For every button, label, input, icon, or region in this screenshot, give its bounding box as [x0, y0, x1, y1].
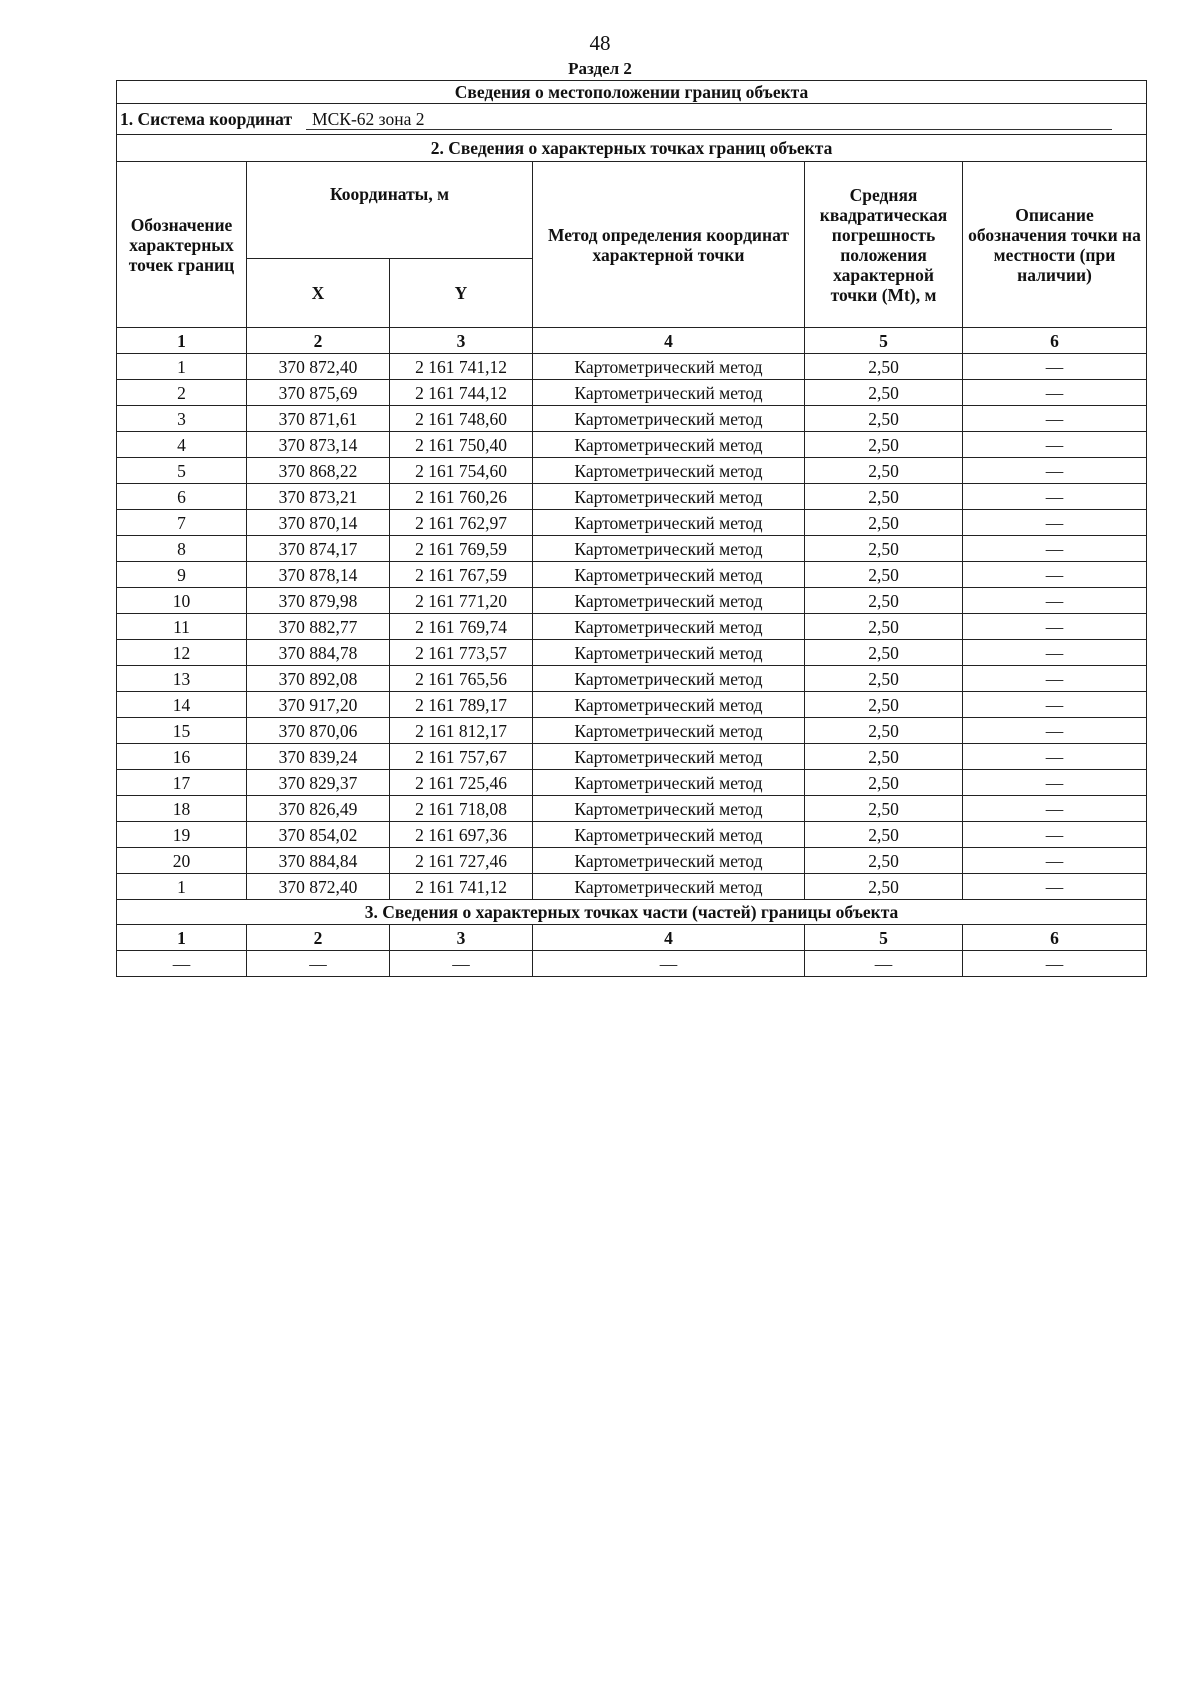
y-coordinate-cell: —: [390, 951, 533, 977]
description-cell: —: [963, 640, 1147, 666]
method-cell: Картометрический метод: [533, 510, 805, 536]
subsection3-title: 3. Сведения о характерных точках части (частей) границы объекта: [117, 900, 1147, 925]
x-coordinate-cell: 370 873,21: [247, 484, 390, 510]
y-coordinate-cell: 2 161 744,12: [390, 380, 533, 406]
method-cell: Картометрический метод: [533, 874, 805, 900]
y-coordinate-cell: 2 161 769,59: [390, 536, 533, 562]
y-coordinate-cell: 2 161 741,12: [390, 354, 533, 380]
header-y: Y: [390, 259, 533, 328]
description-cell: —: [963, 822, 1147, 848]
y-coordinate-cell: 2 161 769,74: [390, 614, 533, 640]
x-coordinate-cell: 370 870,06: [247, 718, 390, 744]
error-mt-cell: 2,50: [805, 562, 963, 588]
y-coordinate-cell: 2 161 754,60: [390, 458, 533, 484]
part-column-number: 4: [533, 925, 805, 951]
method-cell: Картометрический метод: [533, 536, 805, 562]
point-number-cell: 14: [117, 692, 247, 718]
header-description: Описание обозначения точки на местности (при наличии): [963, 162, 1147, 328]
part-column-number: 6: [963, 925, 1147, 951]
table-row: [117, 562, 1147, 588]
error-mt-cell: 2,50: [805, 666, 963, 692]
method-cell: Картометрический метод: [533, 796, 805, 822]
table-title: Сведения о местоположении границ объекта: [117, 81, 1147, 104]
error-mt-cell: 2,50: [805, 874, 963, 900]
table-row: [117, 718, 1147, 744]
method-cell: Картометрический метод: [533, 666, 805, 692]
y-coordinate-cell: 2 161 697,36: [390, 822, 533, 848]
y-coordinate-cell: 2 161 765,56: [390, 666, 533, 692]
table-row: [117, 666, 1147, 692]
point-number-cell: 17: [117, 770, 247, 796]
table-row: [117, 640, 1147, 666]
x-coordinate-cell: 370 829,37: [247, 770, 390, 796]
point-number-cell: 12: [117, 640, 247, 666]
y-coordinate-cell: 2 161 767,59: [390, 562, 533, 588]
method-cell: Картометрический метод: [533, 718, 805, 744]
error-mt-cell: —: [805, 951, 963, 977]
table-row: [117, 744, 1147, 770]
y-coordinate-cell: 2 161 725,46: [390, 770, 533, 796]
table-title-row: [117, 81, 1147, 104]
method-cell: Картометрический метод: [533, 432, 805, 458]
method-cell: Картометрический метод: [533, 406, 805, 432]
point-number-cell: 10: [117, 588, 247, 614]
coord-system-value: МСК-62 зона 2: [306, 109, 1112, 130]
error-mt-cell: 2,50: [805, 744, 963, 770]
table-row: [117, 588, 1147, 614]
part-column-number: 3: [390, 925, 533, 951]
coord-system-cell: [117, 104, 1147, 135]
x-coordinate-cell: 370 917,20: [247, 692, 390, 718]
description-cell: —: [963, 770, 1147, 796]
table-row: [117, 822, 1147, 848]
description-cell: —: [963, 718, 1147, 744]
table-row: [117, 848, 1147, 874]
x-coordinate-cell: 370 879,98: [247, 588, 390, 614]
description-cell: —: [963, 510, 1147, 536]
table-row: [117, 432, 1147, 458]
y-coordinate-cell: 2 161 750,40: [390, 432, 533, 458]
table-row: [117, 770, 1147, 796]
table-row: [117, 510, 1147, 536]
point-number-cell: 13: [117, 666, 247, 692]
description-cell: —: [963, 432, 1147, 458]
table-row: [117, 614, 1147, 640]
x-coordinate-cell: 370 872,40: [247, 354, 390, 380]
method-cell: Картометрический метод: [533, 562, 805, 588]
description-cell: —: [963, 744, 1147, 770]
coord-system-label: 1. Система координат: [120, 108, 293, 129]
error-mt-cell: 2,50: [805, 692, 963, 718]
main-column-number: 2: [247, 328, 390, 354]
description-cell: —: [963, 614, 1147, 640]
x-coordinate-cell: 370 892,08: [247, 666, 390, 692]
method-cell: Картометрический метод: [533, 848, 805, 874]
point-number-cell: 8: [117, 536, 247, 562]
x-coordinate-cell: —: [247, 951, 390, 977]
error-mt-cell: 2,50: [805, 536, 963, 562]
table-row: [117, 692, 1147, 718]
part-column-number: 5: [805, 925, 963, 951]
point-number-cell: 1: [117, 874, 247, 900]
method-cell: Картометрический метод: [533, 640, 805, 666]
method-cell: Картометрический метод: [533, 380, 805, 406]
error-mt-cell: 2,50: [805, 432, 963, 458]
description-cell: —: [963, 796, 1147, 822]
error-mt-cell: 2,50: [805, 822, 963, 848]
error-mt-cell: 2,50: [805, 848, 963, 874]
page-number: 48: [589, 31, 611, 55]
description-cell: —: [963, 588, 1147, 614]
method-cell: Картометрический метод: [533, 692, 805, 718]
point-number-cell: 5: [117, 458, 247, 484]
y-coordinate-cell: 2 161 762,97: [390, 510, 533, 536]
x-coordinate-cell: 370 839,24: [247, 744, 390, 770]
table-row: [117, 458, 1147, 484]
section-title: Раздел 2: [568, 59, 632, 78]
y-coordinate-cell: 2 161 812,17: [390, 718, 533, 744]
method-cell: Картометрический метод: [533, 484, 805, 510]
error-mt-cell: 2,50: [805, 380, 963, 406]
part-column-number: 1: [117, 925, 247, 951]
header-point: Обозначение характерных точек границ: [117, 162, 247, 328]
point-number-cell: 9: [117, 562, 247, 588]
x-coordinate-cell: 370 871,61: [247, 406, 390, 432]
x-coordinate-cell: 370 874,17: [247, 536, 390, 562]
method-cell: Картометрический метод: [533, 770, 805, 796]
table-row: [117, 406, 1147, 432]
y-coordinate-cell: 2 161 748,60: [390, 406, 533, 432]
method-cell: Картометрический метод: [533, 354, 805, 380]
method-cell: —: [533, 951, 805, 977]
error-mt-cell: 2,50: [805, 484, 963, 510]
subsection3-title-row: [117, 900, 1147, 925]
header-method: Метод определения координат характерной точки: [533, 162, 805, 328]
description-cell: —: [963, 562, 1147, 588]
method-cell: Картометрический метод: [533, 614, 805, 640]
x-coordinate-cell: 370 882,77: [247, 614, 390, 640]
subsection2-title: 2. Сведения о характерных точках границ объекта: [117, 135, 1147, 162]
description-cell: —: [963, 458, 1147, 484]
error-mt-cell: 2,50: [805, 406, 963, 432]
main-column-number: 5: [805, 328, 963, 354]
method-cell: Картометрический метод: [533, 822, 805, 848]
y-coordinate-cell: 2 161 773,57: [390, 640, 533, 666]
part-column-number-row: [117, 925, 1147, 951]
column-header-row-1: [117, 162, 1147, 259]
error-mt-cell: 2,50: [805, 354, 963, 380]
point-number-cell: 16: [117, 744, 247, 770]
description-cell: —: [963, 484, 1147, 510]
main-column-number: 6: [963, 328, 1147, 354]
error-mt-cell: 2,50: [805, 718, 963, 744]
subsection2-title-row: [117, 135, 1147, 162]
y-coordinate-cell: 2 161 789,17: [390, 692, 533, 718]
y-coordinate-cell: 2 161 760,26: [390, 484, 533, 510]
point-number-cell: 4: [117, 432, 247, 458]
error-mt-cell: 2,50: [805, 588, 963, 614]
point-number-cell: 3: [117, 406, 247, 432]
error-mt-cell: 2,50: [805, 770, 963, 796]
part-column-number: 2: [247, 925, 390, 951]
part-table-row: [117, 951, 1147, 977]
main-column-number: 3: [390, 328, 533, 354]
description-cell: —: [963, 874, 1147, 900]
point-number-cell: 7: [117, 510, 247, 536]
error-mt-cell: 2,50: [805, 614, 963, 640]
table-row: [117, 380, 1147, 406]
x-coordinate-cell: 370 826,49: [247, 796, 390, 822]
header-x: X: [247, 259, 390, 328]
x-coordinate-cell: 370 884,84: [247, 848, 390, 874]
error-mt-cell: 2,50: [805, 640, 963, 666]
description-cell: —: [963, 406, 1147, 432]
y-coordinate-cell: 2 161 718,08: [390, 796, 533, 822]
table-row: [117, 354, 1147, 380]
coord-system-row: [117, 104, 1147, 135]
point-number-cell: 18: [117, 796, 247, 822]
header-coords: Координаты, м: [247, 162, 533, 259]
description-cell: —: [963, 848, 1147, 874]
point-number-cell: 11: [117, 614, 247, 640]
error-mt-cell: 2,50: [805, 510, 963, 536]
table-row: [117, 796, 1147, 822]
table-row: [117, 536, 1147, 562]
description-cell: —: [963, 666, 1147, 692]
x-coordinate-cell: 370 878,14: [247, 562, 390, 588]
description-cell: —: [963, 354, 1147, 380]
x-coordinate-cell: 370 873,14: [247, 432, 390, 458]
header-error: Средняя квадратическая погрешность положения характерной точки (Mt), м: [805, 162, 963, 328]
y-coordinate-cell: 2 161 727,46: [390, 848, 533, 874]
point-number-cell: 1: [117, 354, 247, 380]
x-coordinate-cell: 370 854,02: [247, 822, 390, 848]
description-cell: —: [963, 380, 1147, 406]
error-mt-cell: 2,50: [805, 796, 963, 822]
point-number-cell: 6: [117, 484, 247, 510]
main-column-number: 4: [533, 328, 805, 354]
column-number-row: [117, 328, 1147, 354]
x-coordinate-cell: 370 884,78: [247, 640, 390, 666]
x-coordinate-cell: 370 872,40: [247, 874, 390, 900]
point-number-cell: —: [117, 951, 247, 977]
description-cell: —: [963, 536, 1147, 562]
point-number-cell: 19: [117, 822, 247, 848]
boundary-table: [116, 80, 1147, 977]
point-number-cell: 15: [117, 718, 247, 744]
y-coordinate-cell: 2 161 757,67: [390, 744, 533, 770]
x-coordinate-cell: 370 868,22: [247, 458, 390, 484]
error-mt-cell: 2,50: [805, 458, 963, 484]
y-coordinate-cell: 2 161 771,20: [390, 588, 533, 614]
main-column-number: 1: [117, 328, 247, 354]
point-number-cell: 20: [117, 848, 247, 874]
part-points-body: [117, 951, 1147, 977]
table-row: [117, 874, 1147, 900]
description-cell: —: [963, 951, 1147, 977]
x-coordinate-cell: 370 870,14: [247, 510, 390, 536]
method-cell: Картометрический метод: [533, 588, 805, 614]
points-body: [117, 354, 1147, 900]
y-coordinate-cell: 2 161 741,12: [390, 874, 533, 900]
point-number-cell: 2: [117, 380, 247, 406]
x-coordinate-cell: 370 875,69: [247, 380, 390, 406]
method-cell: Картометрический метод: [533, 458, 805, 484]
method-cell: Картометрический метод: [533, 744, 805, 770]
description-cell: —: [963, 692, 1147, 718]
table-row: [117, 484, 1147, 510]
